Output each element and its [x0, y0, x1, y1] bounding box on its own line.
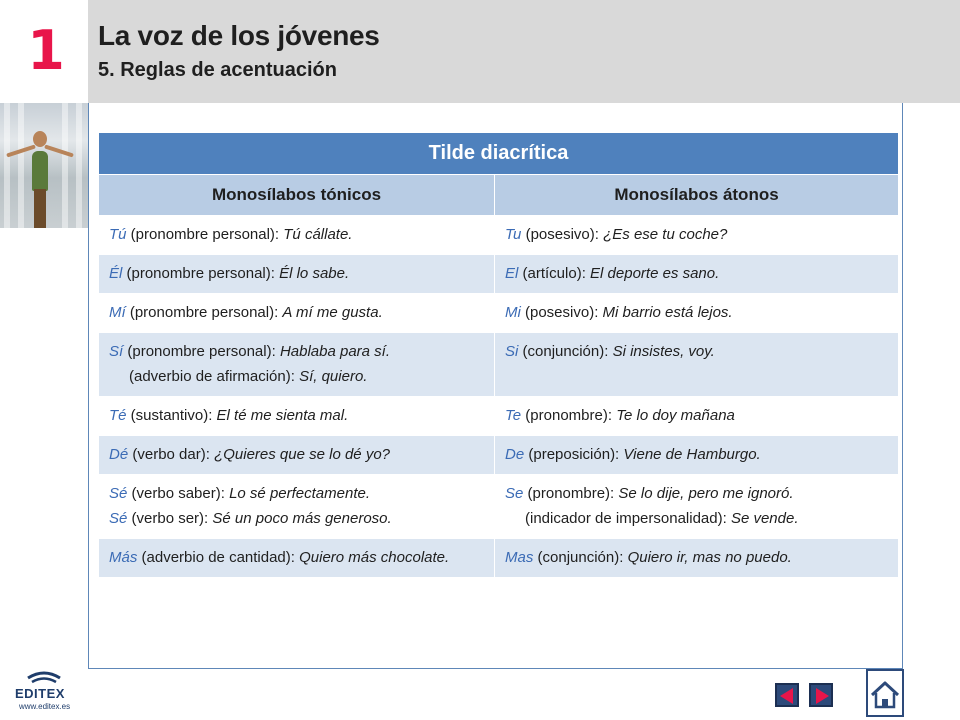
keyword: Mí — [109, 304, 126, 321]
atonic-cell — [495, 397, 899, 436]
table-row — [99, 333, 899, 397]
keyword: Más — [109, 549, 138, 566]
entry-line — [505, 506, 890, 531]
definition: (verbo dar): — [128, 446, 215, 463]
keyword: Té — [109, 407, 127, 424]
keyword: Dé — [109, 446, 129, 463]
example: Quiero ir, mas no puedo. — [627, 549, 792, 566]
example: El deporte es sano. — [590, 265, 720, 282]
figure-head — [33, 131, 47, 147]
example: Lo sé perfectamente. — [229, 485, 370, 502]
entry-line — [109, 481, 486, 506]
figure-legs — [34, 189, 46, 228]
keyword: Mas — [505, 549, 534, 566]
definition: (sustantivo): — [126, 407, 217, 424]
table-row — [99, 397, 899, 436]
tonic-cell — [99, 333, 495, 397]
logo-url: www.editex.es — [19, 702, 71, 711]
entry-line — [109, 222, 486, 247]
example: Sí, quiero. — [299, 368, 368, 385]
table-row — [99, 255, 899, 294]
entry-line — [505, 545, 890, 570]
figure-arm — [44, 144, 74, 157]
entry-line — [505, 261, 890, 286]
entry-line — [109, 403, 486, 428]
column-header-atonic: Monosílabos átonos — [495, 175, 899, 216]
definition: (pronombre personal): — [123, 343, 280, 360]
definition: (posesivo): — [521, 226, 604, 243]
table-row — [99, 216, 899, 255]
keyword: Se — [505, 485, 524, 502]
keyword: Tu — [505, 226, 522, 243]
example: A mí me gusta. — [282, 304, 383, 321]
entry-line — [505, 300, 890, 325]
definition: (pronombre personal): — [125, 304, 283, 321]
definition: (pronombre): — [521, 407, 617, 424]
entry-line — [109, 364, 486, 389]
keyword: Te — [505, 407, 522, 424]
table-row — [99, 539, 899, 578]
atonic-cell — [495, 436, 899, 475]
definition: (adverbio de afirmación): — [129, 368, 300, 385]
example: ¿Quieres que se lo dé yo? — [214, 446, 390, 463]
table-body — [99, 216, 899, 578]
keyword: Tú — [109, 226, 127, 243]
atonic-cell — [495, 294, 899, 333]
keyword: Él — [109, 265, 123, 282]
example: Se vende. — [730, 510, 799, 527]
example: El té me sienta mal. — [216, 407, 349, 424]
table-row — [99, 475, 899, 539]
example: Mi barrio está lejos. — [602, 304, 733, 321]
definition: (conjunción): — [518, 343, 613, 360]
example: Si insistes, voy. — [612, 343, 715, 360]
keyword: Mi — [505, 304, 521, 321]
definition: (verbo saber): — [127, 485, 230, 502]
waterfall-stream — [18, 103, 24, 228]
example: Se lo dije, pero me ignoró. — [618, 485, 794, 502]
entry-line — [505, 339, 890, 364]
definition: (preposición): — [524, 446, 624, 463]
keyword: Si — [505, 343, 519, 360]
definition: (pronombre): — [523, 485, 619, 502]
entry-line — [505, 442, 890, 467]
entry-line — [109, 442, 486, 467]
next-button[interactable] — [809, 683, 833, 707]
definition: (artículo): — [518, 265, 591, 282]
section-subtitle: 5. Reglas de acentuación — [98, 59, 337, 81]
tonic-cell — [99, 397, 495, 436]
diacritic-table — [98, 132, 899, 578]
figure-body — [32, 151, 48, 191]
example: Hablaba para sí. — [279, 343, 391, 360]
atonic-cell — [495, 539, 899, 578]
definition: (indicador de impersonalidad): — [525, 510, 731, 527]
unit-number: 1 — [27, 19, 65, 82]
tonic-cell — [99, 539, 495, 578]
definition: (adverbio de cantidad): — [137, 549, 300, 566]
column-header-tonic: Monosílabos tónicos — [99, 175, 495, 216]
keyword: El — [505, 265, 519, 282]
keyword: Sé — [109, 510, 128, 527]
triangle-right-icon — [816, 688, 829, 704]
example: Quiero más chocolate. — [299, 549, 450, 566]
entry-line — [109, 506, 486, 531]
keyword: Sí — [109, 343, 124, 360]
entry-line — [505, 222, 890, 247]
definition: (pronombre personal): — [126, 226, 284, 243]
entry-line — [109, 261, 486, 286]
tonic-cell — [99, 216, 495, 255]
house-icon — [868, 671, 902, 715]
triangle-left-icon — [780, 688, 793, 704]
example: Tú cállate. — [283, 226, 353, 243]
logo-text: EDITEX — [15, 686, 65, 701]
entry-line — [109, 300, 486, 325]
previous-button[interactable] — [775, 683, 799, 707]
example: Sé un poco más generoso. — [212, 510, 392, 527]
entry-line — [109, 545, 486, 570]
waterfall-stream — [76, 103, 82, 228]
table-title: Tilde diacrítica — [99, 133, 899, 175]
waterfall-stream — [4, 103, 10, 228]
keyword: Sé — [109, 485, 128, 502]
tonic-cell — [99, 436, 495, 475]
unit-title: La voz de los jóvenes — [98, 20, 380, 51]
table-row — [99, 436, 899, 475]
waterfall-stream — [62, 103, 68, 228]
home-button[interactable] — [866, 669, 904, 717]
tonic-cell — [99, 475, 495, 539]
tonic-cell — [99, 255, 495, 294]
atonic-cell — [495, 255, 899, 294]
example: Te lo doy mañana — [616, 407, 735, 424]
cover-photo — [0, 103, 88, 228]
atonic-cell — [495, 333, 899, 397]
atonic-cell — [495, 216, 899, 255]
entry-line — [505, 403, 890, 428]
example: Él lo sabe. — [279, 265, 350, 282]
definition: (pronombre personal): — [122, 265, 280, 282]
entry-line — [109, 339, 486, 364]
definition: (posesivo): — [520, 304, 603, 321]
definition: (verbo ser): — [127, 510, 213, 527]
definition: (conjunción): — [533, 549, 628, 566]
example: ¿Es ese tu coche? — [603, 226, 728, 243]
keyword: De — [505, 446, 525, 463]
table-row — [99, 294, 899, 333]
tonic-cell — [99, 294, 495, 333]
example: Viene de Hamburgo. — [623, 446, 761, 463]
entry-line — [505, 481, 890, 506]
atonic-cell — [495, 475, 899, 539]
